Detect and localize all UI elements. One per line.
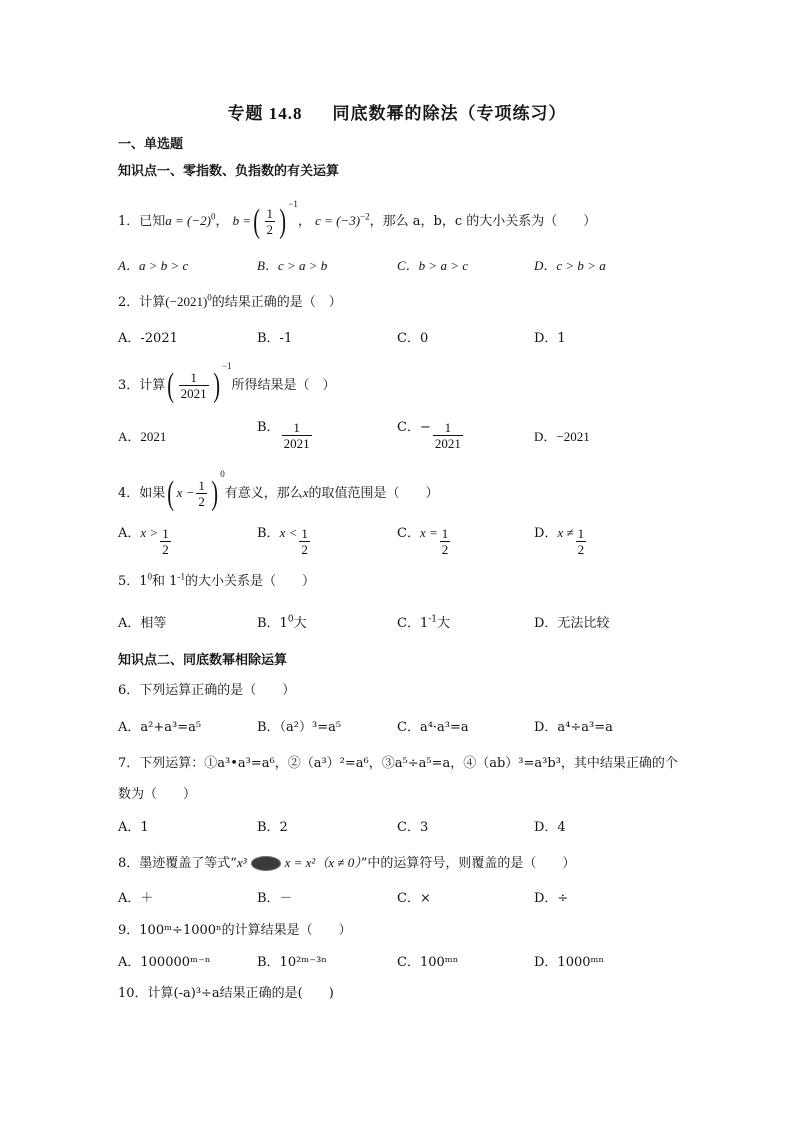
q4-option-d[interactable]: D．x ≠ $\frac{1}{2}$ <box>534 525 585 557</box>
q9-options <box>118 953 678 977</box>
section-single-choice: 一、单选题 <box>118 137 184 152</box>
question-2: 2．计算$(-2021)^0$的结果正确的是（ ） <box>118 292 342 310</box>
question-5: 5．$1^0$和 $1^{-1}$的大小关系是（ ） <box>118 571 315 589</box>
q4-option-b[interactable]: B．x < $\frac{1}{2}$ <box>257 525 308 557</box>
q7-options <box>118 818 678 842</box>
knowledge-point-1: 知识点一、零指数、负指数的有关运算 <box>118 164 340 179</box>
question-6: 6．下列运算正确的是（ ） <box>118 683 296 698</box>
q5-option-a[interactable]: A．相等 <box>118 616 167 631</box>
q2-options <box>118 329 678 353</box>
page-title <box>0 99 794 124</box>
q2-option-b[interactable]: B．-1 <box>257 331 293 346</box>
question-10: 10．计算(-a)³÷a结果正确的是( ) <box>118 986 334 1001</box>
q8-option-b[interactable]: B．－ <box>257 891 293 906</box>
q3-option-d[interactable]: D．−2021 <box>534 429 590 444</box>
q1-option-a[interactable]: A．a > b > c <box>118 258 189 273</box>
q3-option-c[interactable]: C．− $\frac{1}{2021}$ <box>397 420 461 451</box>
ink-blot-icon <box>251 856 281 871</box>
q7-option-c[interactable]: C．3 <box>397 820 429 835</box>
q1-option-c[interactable]: C．b > a > c <box>397 258 468 273</box>
q9-option-a[interactable]: A．100000ᵐ⁻ⁿ <box>118 955 211 970</box>
question-7-line-2: 数为（ ） <box>118 787 197 802</box>
q6-option-c[interactable]: C．a⁴·a³=a <box>397 720 469 735</box>
title-number: 专题 14.8 <box>227 104 303 123</box>
question-8: 8．墨迹覆盖了等式“x³ x = x²（x ≠ 0）”中的运算符号，则覆盖的是（ ） <box>118 855 576 871</box>
q2-option-a[interactable]: A．-2021 <box>118 331 178 346</box>
q6-option-a[interactable]: A．a²+a³=a⁵ <box>118 720 202 735</box>
q5-options <box>118 614 678 638</box>
q5-option-c[interactable]: C．$1^{-1}$大 <box>397 614 451 631</box>
q8-option-c[interactable]: C．× <box>397 891 431 906</box>
q7-option-b[interactable]: B．2 <box>257 820 288 835</box>
question-9: 9．100ᵐ÷1000ⁿ的计算结果是（ ） <box>118 923 352 938</box>
q3-option-a[interactable]: A．2021 <box>118 429 167 444</box>
q6-option-b[interactable]: B．（a²）³=a⁵ <box>257 720 342 735</box>
q4-option-c[interactable]: C．x = $\frac{1}{2}$ <box>397 525 449 557</box>
q1-option-d[interactable]: D．c > b > a <box>534 258 606 273</box>
question-7-line-1: 7．下列运算：①a³•a³=a⁶，②（a³）²=a⁶，③a⁵÷a⁵=a，④（ab）³=a³b³，其中结果正确的个 <box>118 756 678 771</box>
title-text: 同底数幂的除法（专项练习） <box>332 104 567 124</box>
q6-options <box>118 718 678 742</box>
q3-option-b[interactable]: B． $\frac{1}{2021}$ <box>257 420 310 451</box>
q9-option-d[interactable]: D．1000ᵐⁿ <box>534 955 605 970</box>
q5-option-b[interactable]: B．$1^0$大 <box>257 614 307 631</box>
q7-option-a[interactable]: A．1 <box>118 820 149 835</box>
q9-option-c[interactable]: C．100ᵐⁿ <box>397 955 459 970</box>
q7-option-d[interactable]: D．4 <box>534 820 566 835</box>
q1-options <box>118 256 678 280</box>
question-1: 1．已知$a = (-2)^0$， b =( $\frac{1}{2}$ ) $^{-1}$， $c = (-3)^{-2}$，那么 a，b，c 的大小关系为（ ） <box>118 199 597 240</box>
q1-option-b[interactable]: B．c > a > b <box>257 258 328 273</box>
q8-option-a[interactable]: A．＋ <box>118 891 154 906</box>
knowledge-point-2: 知识点二、同底数幂相除运算 <box>118 653 288 668</box>
q6-option-d[interactable]: D．a⁴÷a³=a <box>534 720 613 735</box>
question-4: 4．如果( x − $\frac{1}{2}$ )$^0$有意义，那么x的取值范围是（ ） <box>118 469 439 512</box>
q5-option-d[interactable]: D．无法比较 <box>534 616 610 631</box>
q3-options <box>118 420 678 456</box>
q4-options <box>118 526 678 562</box>
question-3: 3．计算( $\frac{1}{2021}$ )$^{-1}$所得结果是（ ） <box>118 361 336 404</box>
q9-option-b[interactable]: B．10²ᵐ⁻³ⁿ <box>257 955 327 970</box>
q4-option-a[interactable]: A．x > $\frac{1}{2}$ <box>118 525 169 557</box>
q8-options <box>118 889 678 913</box>
q8-option-d[interactable]: D．÷ <box>534 891 569 906</box>
q2-option-d[interactable]: D．1 <box>534 331 566 346</box>
q2-option-c[interactable]: C．0 <box>397 331 429 346</box>
